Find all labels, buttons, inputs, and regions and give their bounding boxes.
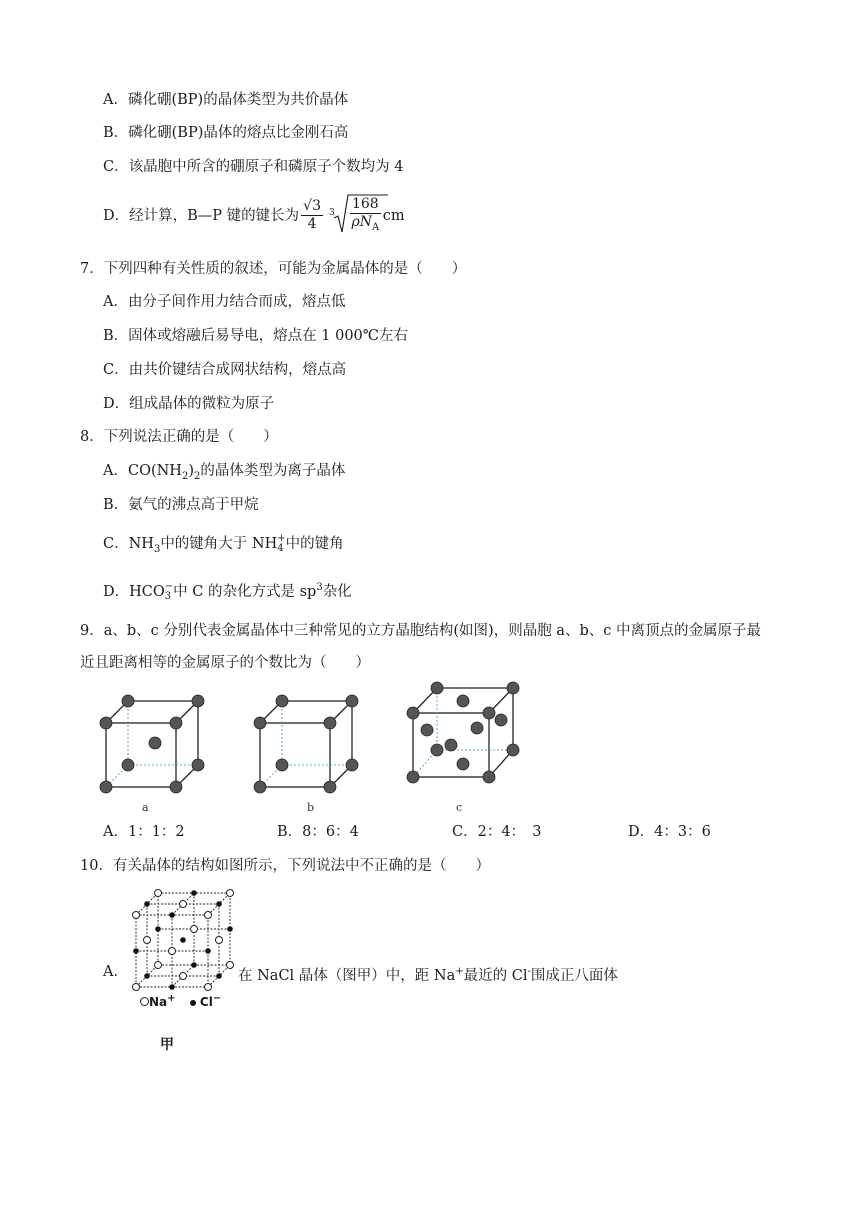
nacl-legend: [140, 993, 221, 1009]
q6-option-a: A．磷化硼(BP)的晶体类型为共价晶体: [103, 92, 349, 108]
q8-c-sub2: 4: [277, 543, 284, 554]
q8-option-c: [103, 534, 344, 560]
q9-option-d: D．4：3：6: [628, 824, 711, 840]
legend-na: Na: [149, 995, 168, 1009]
q10-stem: 10．有关晶体的结构如图所示，下列说法中不正确的是（ ）: [80, 858, 490, 874]
q10-a-text-mid: 最近的 Cl: [463, 967, 528, 984]
q10-option-a-label: A．: [103, 964, 128, 980]
q10-option-a-text: [238, 962, 618, 986]
q7-stem: 7．下列四种有关性质的叙述，可能为金属晶体的是（ ）: [80, 261, 467, 277]
q9-caption-b: b: [307, 801, 315, 814]
q10-a-sup2: -: [527, 966, 531, 977]
nacl-lattice-figure: [128, 887, 238, 991]
q8-c-sup: +: [277, 533, 286, 544]
q8-d-sup2: 3: [316, 582, 323, 593]
q8-d-pre: D．HCO: [103, 583, 165, 600]
q8-d-sup: −: [164, 580, 174, 592]
q7-option-c: C．由共价键结合成网状结构，熔点高: [103, 362, 347, 378]
q7-option-d: D．组成晶体的微粒为原子: [103, 396, 275, 412]
q8-d-ion-charge: [165, 582, 173, 602]
q8-option-a: [103, 461, 345, 487]
legend-cl-sup: −: [212, 993, 222, 1004]
q9-option-a: A．1：1：2: [103, 824, 185, 840]
q6-option-c: C．该晶胞中所含的硼原子和磷原子个数均为 4: [103, 159, 404, 175]
q6-option-b: B．磷化硼(BP)晶体的熔点比金刚石高: [103, 125, 349, 141]
q8-stem: 8．下列说法正确的是（ ）: [80, 429, 278, 445]
q10-a-sup1: +: [455, 966, 464, 977]
q9-stem-line2: 近且距离相等的金属原子的个数比为（ ）: [80, 655, 370, 671]
q8-a-post: 的晶体类型为离子晶体: [200, 463, 346, 479]
fcc-unit-cell-figure: [405, 678, 530, 798]
q6-d-root-num: 168: [351, 196, 379, 212]
q6-d-cube-root: [328, 196, 383, 236]
q9-option-b: B．8：6：4: [277, 824, 359, 840]
q8-c-mid: 中的键角大于 NH: [160, 536, 278, 552]
q6-option-d: [103, 196, 405, 236]
q6-d-root-index: 3: [328, 208, 335, 218]
q8-c-ion-charge: [277, 534, 285, 554]
q8-c-pre: C．NH: [103, 536, 154, 552]
q8-option-d: [103, 578, 352, 602]
q8-a-mid: ): [188, 463, 194, 479]
q8-c-sub: 3: [153, 543, 161, 555]
q6-d-fraction: [301, 198, 323, 233]
q9-caption-a: a: [142, 801, 149, 814]
bcc-unit-cell-figure: [98, 685, 228, 800]
q8-d-sub: 3: [164, 590, 172, 602]
na-ion-marker-icon: [140, 997, 149, 1006]
q6-option-d-prefix: D．经计算，B—P 键的键长为: [103, 207, 300, 224]
q6-d-unit: cm: [382, 207, 405, 224]
q8-d-mid: 中 C 的杂化方式是 sp: [173, 583, 317, 600]
q7-option-b: B．固体或熔融后易导电，熔点在 1 000℃左右: [103, 328, 408, 344]
q6-d-frac-num: √3: [303, 198, 321, 215]
q7-option-a: A．由分子间作用力结合而成，熔点低: [103, 294, 346, 310]
legend-cl: Cl: [199, 995, 213, 1009]
q8-option-b: B．氨气的沸点高于甲烷: [103, 497, 259, 513]
q8-c-post: 中的键角: [285, 536, 344, 552]
q10-a-text-post: 围成正八面体: [530, 967, 618, 984]
q8-a-sub2: 2: [194, 470, 201, 482]
cl-ion-marker-icon: [190, 1000, 196, 1006]
legend-na-sup: +: [167, 993, 176, 1004]
q6-d-frac-den: 4: [307, 216, 317, 233]
q6-d-root-den-sub: A: [371, 221, 380, 233]
q9-stem-line1: 9．a、b、c 分别代表金属晶体中三种常见的立方晶胞结构(如图)，则晶胞 a、b、c 中离顶点的金属原子最: [80, 623, 761, 639]
simple-cubic-unit-cell-figure: [252, 685, 382, 800]
q8-a-pre: A．CO(NH: [103, 463, 182, 479]
q8-a-sub: 2: [181, 470, 189, 482]
nacl-figure-caption: 甲: [160, 1037, 174, 1053]
q9-option-c: C．2：4： 3: [452, 824, 542, 840]
q10-a-text-pre: 在 NaCl 晶体（图甲）中，距 Na: [238, 967, 456, 984]
radical-sign-icon: [328, 192, 388, 236]
q8-d-post: 杂化: [322, 583, 352, 600]
q6-d-root-den-rho: ρN: [351, 214, 372, 230]
q9-caption-c: c: [456, 801, 463, 814]
